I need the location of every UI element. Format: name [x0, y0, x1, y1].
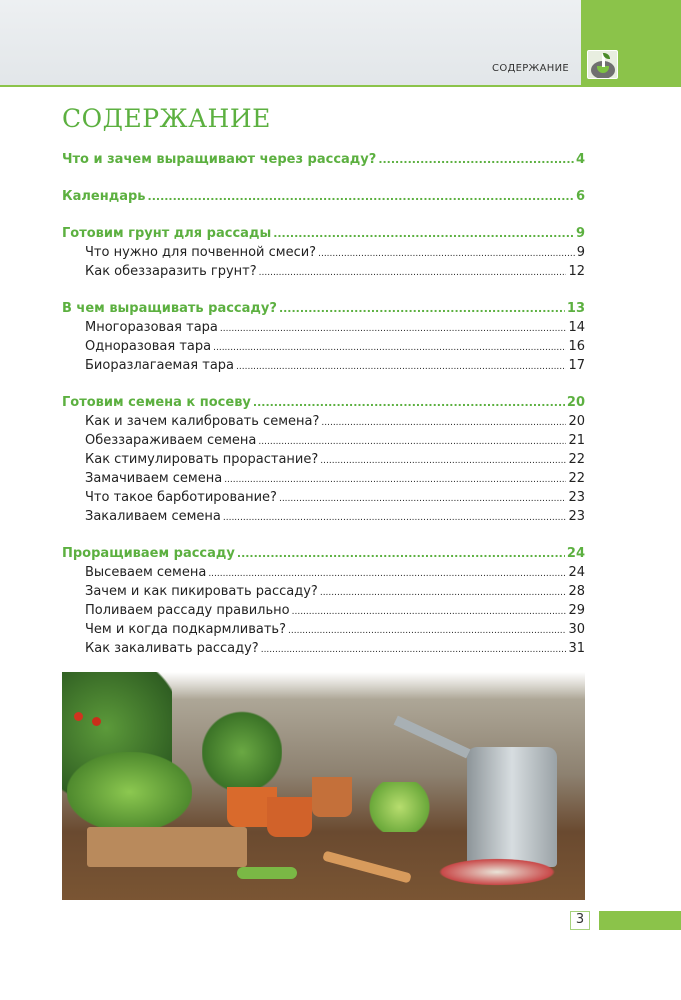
toc-spacer — [62, 528, 585, 546]
toc-entry-label: Готовим грунт для рассады — [62, 226, 272, 241]
toc-chapter-entry[interactable] — [62, 395, 585, 414]
toc-entry-page: 20 — [566, 395, 585, 410]
dot-leader — [223, 509, 567, 524]
toc-entry-page: 22 — [568, 471, 585, 486]
dot-leader — [279, 301, 565, 316]
toc-subentry[interactable] — [62, 358, 585, 377]
toc-entry-page: 6 — [575, 189, 585, 204]
toc-entry-label: Поливаем рассаду правильно — [85, 603, 290, 618]
toc-entry-page: 20 — [568, 414, 585, 429]
toc-entry-page: 13 — [566, 301, 585, 316]
toc-entry-page: 21 — [568, 433, 585, 448]
toc-spacer — [62, 283, 585, 301]
dot-leader — [292, 603, 567, 618]
dot-leader — [224, 471, 566, 486]
toc-entry-label: Как стимулировать прорастание? — [85, 452, 319, 467]
toc-subentry[interactable] — [62, 339, 585, 358]
toc-entry-label: Одноразовая тара — [85, 339, 212, 354]
toc-entry-page: 22 — [568, 452, 585, 467]
dot-leader — [321, 414, 566, 429]
dot-leader — [320, 584, 567, 599]
toc-entry-label: Как закаливать рассаду? — [85, 641, 259, 656]
toc-entry-label: Чем и когда подкармливать? — [85, 622, 286, 637]
dot-leader — [253, 395, 565, 410]
dot-leader — [236, 358, 566, 373]
toc-entry-page: 9 — [576, 245, 585, 260]
toc-spacer — [62, 208, 585, 226]
seedlings-garden-photo — [62, 672, 585, 900]
toc-spacer — [62, 377, 585, 395]
dot-leader — [273, 226, 574, 241]
toc-entry-page: 14 — [568, 320, 585, 335]
toc-entry-page: 31 — [568, 641, 585, 656]
toc-entry-label: Как обеззаразить грунт? — [85, 264, 257, 279]
toc-entry-label: Как и зачем калибровать семена? — [85, 414, 320, 429]
toc-subentry[interactable] — [62, 641, 585, 660]
toc-subentry[interactable] — [62, 565, 585, 584]
toc-entry-page: 4 — [575, 152, 585, 167]
table-of-contents — [62, 152, 585, 660]
seedling-logo-icon — [587, 50, 618, 79]
dot-leader — [378, 152, 574, 167]
toc-entry-page: 24 — [568, 565, 585, 580]
toc-entry-label: Биоразлагаемая тара — [85, 358, 235, 373]
toc-chapter-entry[interactable] — [62, 189, 585, 208]
toc-entry-label: Замачиваем семена — [85, 471, 223, 486]
toc-entry-page: 17 — [568, 358, 585, 373]
running-header: СОДЕРЖАНИЕ — [492, 63, 569, 74]
dot-leader — [148, 189, 574, 204]
dot-leader — [213, 339, 566, 354]
toc-subentry[interactable] — [62, 320, 585, 339]
toc-subentry[interactable] — [62, 584, 585, 603]
toc-subentry[interactable] — [62, 509, 585, 528]
toc-subentry[interactable] — [62, 264, 585, 283]
dot-leader — [279, 490, 567, 505]
toc-subentry[interactable] — [62, 245, 585, 264]
dot-leader — [208, 565, 566, 580]
toc-chapter-entry[interactable] — [62, 226, 585, 245]
toc-entry-page: 12 — [568, 264, 585, 279]
dot-leader — [318, 245, 575, 260]
toc-chapter-entry[interactable] — [62, 301, 585, 320]
toc-entry-page: 16 — [568, 339, 585, 354]
toc-entry-label: Зачем и как пикировать рассаду? — [85, 584, 318, 599]
toc-spacer — [62, 171, 585, 189]
toc-chapter-entry[interactable] — [62, 152, 585, 171]
toc-subentry[interactable] — [62, 471, 585, 490]
toc-subentry[interactable] — [62, 603, 585, 622]
footer-accent-bar — [599, 911, 681, 930]
toc-entry-label: Закаливаем семена — [85, 509, 221, 524]
toc-entry-label: Что такое барботирование? — [85, 490, 277, 505]
dot-leader — [288, 622, 566, 637]
toc-subentry[interactable] — [62, 622, 585, 641]
toc-entry-label: Проращиваем рассаду — [62, 546, 235, 561]
toc-subentry[interactable] — [62, 452, 585, 471]
toc-entry-label: Что и зачем выращивают через рассаду? — [62, 152, 377, 167]
toc-entry-page: 30 — [568, 622, 585, 637]
toc-entry-page: 29 — [568, 603, 585, 618]
toc-chapter-entry[interactable] — [62, 546, 585, 565]
dot-leader — [320, 452, 566, 467]
toc-entry-label: Что нужно для почвенной смеси? — [85, 245, 317, 260]
page-number: 3 — [570, 911, 590, 930]
toc-subentry[interactable] — [62, 414, 585, 433]
dot-leader — [261, 641, 567, 656]
toc-entry-page: 23 — [568, 490, 585, 505]
toc-entry-page: 24 — [566, 546, 585, 561]
toc-entry-label: В чем выращивать рассаду? — [62, 301, 277, 316]
header-divider — [0, 85, 681, 87]
toc-entry-label: Высеваем семена — [85, 565, 207, 580]
toc-entry-page: 9 — [575, 226, 585, 241]
toc-subentry[interactable] — [62, 490, 585, 509]
toc-entry-label: Календарь — [62, 189, 146, 204]
toc-entry-label: Готовим семена к посеву — [62, 395, 251, 410]
dot-leader — [237, 546, 565, 561]
dot-leader — [259, 264, 567, 279]
toc-entry-label: Многоразовая тара — [85, 320, 218, 335]
toc-entry-page: 28 — [568, 584, 585, 599]
toc-entry-label: Обеззараживаем семена — [85, 433, 257, 448]
toc-entry-page: 23 — [568, 509, 585, 524]
toc-subentry[interactable] — [62, 433, 585, 452]
dot-leader — [220, 320, 567, 335]
dot-leader — [258, 433, 566, 448]
page-title: СОДЕРЖАНИЕ — [62, 104, 271, 133]
